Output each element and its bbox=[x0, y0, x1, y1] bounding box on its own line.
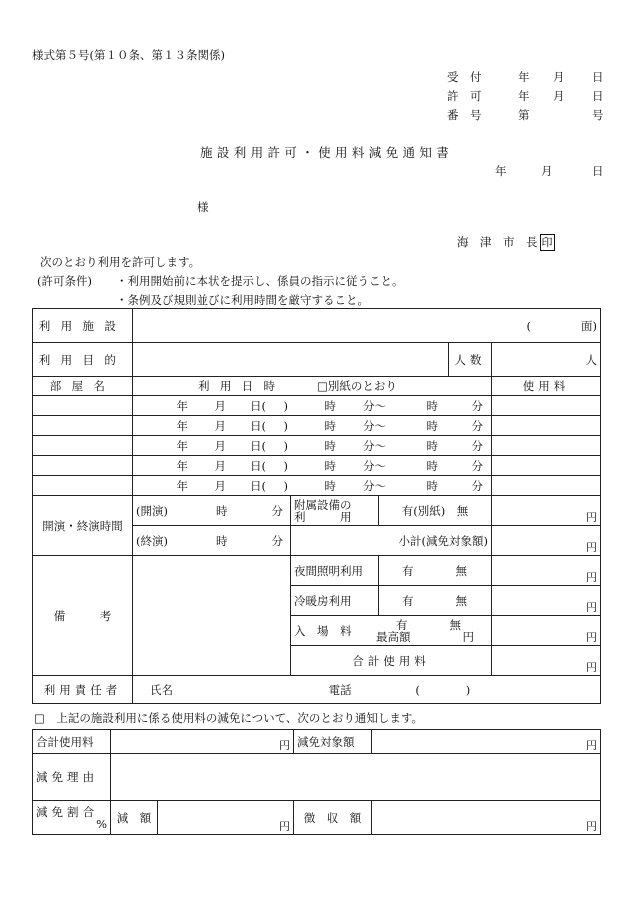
end-minute: 分 bbox=[271, 533, 283, 548]
admission-yes: 有 bbox=[396, 617, 408, 632]
datetime-header bbox=[133, 377, 492, 396]
tr-paren: ) bbox=[283, 458, 288, 473]
receipt-year: 年 bbox=[518, 70, 530, 84]
tr-minute2: 分 bbox=[471, 458, 483, 473]
tr-minute: 分～ bbox=[363, 478, 386, 493]
start-label: (開演) bbox=[136, 503, 168, 518]
tr-year: 年 bbox=[176, 418, 188, 433]
aircon-yes: 有 bbox=[402, 593, 414, 608]
room-field[interactable] bbox=[33, 476, 133, 496]
document-title: 施設利用許可・使用料減免通知書 bbox=[200, 145, 454, 160]
tr-minute2: 分 bbox=[471, 418, 483, 433]
permit-day: 日 bbox=[592, 89, 604, 103]
datetime-label: 利用日時 bbox=[198, 379, 286, 393]
facility-label: 利用施設 bbox=[33, 309, 133, 343]
tr-minute2: 分 bbox=[471, 438, 483, 453]
receipt-label: 受 付 bbox=[447, 70, 482, 84]
start-time-field[interactable] bbox=[133, 496, 291, 526]
night-yes: 有 bbox=[402, 563, 414, 578]
phone-label: 電話 bbox=[328, 682, 352, 697]
equipment-label bbox=[291, 496, 379, 526]
fee-field[interactable] bbox=[492, 476, 601, 496]
fee-field[interactable] bbox=[492, 436, 601, 456]
number-suffix: 号 bbox=[592, 108, 604, 122]
tr-hour: 時 bbox=[324, 418, 336, 433]
subtotal-fee[interactable]: 円 bbox=[492, 526, 601, 556]
tr-hour2: 時 bbox=[426, 398, 438, 413]
end-hour: 時 bbox=[215, 533, 228, 548]
receipt-day: 日 bbox=[592, 70, 604, 84]
tr-minute2: 分 bbox=[471, 478, 483, 493]
responsible-label: 利用責任者 bbox=[33, 676, 133, 704]
night-lighting-options[interactable] bbox=[379, 556, 492, 586]
issuer bbox=[457, 234, 555, 251]
percent-sign: % bbox=[96, 816, 107, 831]
permit-label: 許 可 bbox=[447, 89, 482, 103]
issuer-name: 海 津 市 長 bbox=[457, 235, 538, 249]
receipt-month: 月 bbox=[553, 70, 565, 84]
tr-month: 月 bbox=[214, 478, 226, 493]
remarks-field[interactable] bbox=[133, 556, 291, 676]
total-fee-label: 合計使用料 bbox=[291, 646, 492, 676]
number-prefix: 第 bbox=[518, 108, 530, 122]
red-reason-field[interactable] bbox=[111, 754, 601, 801]
red-total-field[interactable]: 円 bbox=[111, 730, 294, 754]
red-reason-label: 減免理由 bbox=[33, 754, 111, 801]
tr-hour2: 時 bbox=[426, 458, 438, 473]
tr-paren: ) bbox=[283, 418, 288, 433]
red-total-label: 合計使用料 bbox=[33, 730, 111, 754]
equipment-label-1: 附属設備の bbox=[294, 497, 352, 512]
equipment-fee[interactable]: 円 bbox=[492, 496, 601, 526]
tr-day: 日( bbox=[250, 398, 266, 413]
aircon-options[interactable] bbox=[379, 586, 492, 616]
people-unit: 人 bbox=[585, 352, 597, 367]
time-row[interactable] bbox=[133, 416, 492, 436]
condition-2: ・条例及び規則並びに利用時間を厳守すること。 bbox=[116, 293, 369, 307]
permit-year: 年 bbox=[518, 89, 530, 103]
tr-hour: 時 bbox=[324, 458, 336, 473]
equipment-label-2: 利 用 bbox=[294, 509, 352, 524]
time-row[interactable] bbox=[133, 476, 492, 496]
fee-field[interactable] bbox=[492, 396, 601, 416]
room-field[interactable] bbox=[33, 396, 133, 416]
night-lighting-label: 夜間照明利用 bbox=[291, 556, 379, 586]
start-minute: 分 bbox=[271, 503, 283, 518]
night-lighting-fee[interactable]: 円 bbox=[492, 556, 601, 586]
subtotal-label: 小計(減免対象額) bbox=[291, 526, 492, 556]
date-month: 月 bbox=[541, 164, 553, 178]
admission-max-label: 最高額 bbox=[376, 629, 411, 644]
tr-year: 年 bbox=[176, 398, 188, 413]
remarks-label: 備 考 bbox=[33, 556, 133, 676]
red-ratio-label-1: 減免割合 bbox=[36, 804, 99, 819]
tr-day: 日( bbox=[250, 438, 266, 453]
room-field[interactable] bbox=[33, 436, 133, 456]
tr-hour2: 時 bbox=[426, 478, 438, 493]
admission-max-yen: 円 bbox=[462, 629, 474, 644]
end-label: (終演) bbox=[136, 533, 168, 548]
facility-field[interactable] bbox=[133, 309, 601, 343]
tr-paren: ) bbox=[283, 478, 288, 493]
attached-note[interactable]: □別紙のとおり bbox=[317, 379, 397, 393]
number-label: 番 号 bbox=[447, 108, 482, 122]
tr-month: 月 bbox=[214, 418, 226, 433]
performance-label: 開演・終演時間 bbox=[33, 496, 133, 556]
reduction-table bbox=[32, 729, 601, 835]
aircon-fee[interactable]: 円 bbox=[492, 586, 601, 616]
fee-field[interactable] bbox=[492, 456, 601, 476]
admission-fee[interactable]: 円 bbox=[492, 616, 601, 646]
tr-minute: 分～ bbox=[363, 438, 386, 453]
tr-month: 月 bbox=[214, 438, 226, 453]
people-label-text: 人数 bbox=[454, 352, 486, 367]
tr-paren: ) bbox=[283, 438, 288, 453]
tr-day: 日( bbox=[250, 458, 266, 473]
room-label: 部屋名 bbox=[33, 377, 133, 396]
people-field[interactable] bbox=[492, 343, 601, 377]
phone-paren: ( ) bbox=[415, 682, 471, 697]
room-field[interactable] bbox=[33, 456, 133, 476]
tr-month: 月 bbox=[214, 458, 226, 473]
time-row[interactable] bbox=[133, 396, 492, 416]
condition-1: ・利用開始前に本状を提示し、係員の指示に従うこと。 bbox=[116, 274, 404, 288]
tr-hour: 時 bbox=[324, 438, 336, 453]
tr-hour2: 時 bbox=[426, 418, 438, 433]
addressee-suffix: 様 bbox=[197, 200, 209, 214]
admission-no: 無 bbox=[449, 617, 461, 632]
time-row[interactable] bbox=[133, 436, 492, 456]
purpose-field[interactable] bbox=[133, 343, 492, 377]
admission-label: 入 場 料 bbox=[294, 623, 352, 638]
responsible-field[interactable] bbox=[133, 676, 601, 704]
form-number: 様式第５号(第１０条、第１３条関係) bbox=[32, 48, 225, 62]
tr-hour: 時 bbox=[324, 398, 336, 413]
conditions-label: (許可条件) bbox=[37, 274, 92, 288]
aircon-label: 冷暖房利用 bbox=[291, 586, 379, 616]
red-target-label: 減免対象額 bbox=[294, 730, 372, 754]
date-day: 日 bbox=[592, 164, 604, 178]
red-amount-label: 減 額 bbox=[111, 801, 158, 835]
tr-day: 日( bbox=[250, 478, 266, 493]
room-field[interactable] bbox=[33, 416, 133, 436]
fee-label: 使用料 bbox=[492, 377, 601, 396]
fee-field[interactable] bbox=[492, 416, 601, 436]
red-amount-field[interactable]: 円 bbox=[158, 801, 294, 835]
name-label: 氏名 bbox=[150, 682, 173, 697]
tr-year: 年 bbox=[176, 458, 188, 473]
tr-minute: 分～ bbox=[363, 398, 386, 413]
total-fee[interactable]: 円 bbox=[492, 646, 601, 676]
collect-field[interactable]: 円 bbox=[372, 801, 601, 835]
tr-month: 月 bbox=[214, 398, 226, 413]
intro-text: 次のとおり利用を許可します。 bbox=[40, 255, 201, 269]
start-hour: 時 bbox=[215, 503, 228, 518]
facility-paren-open: ( bbox=[526, 318, 531, 333]
date-year: 年 bbox=[495, 164, 507, 178]
time-row[interactable] bbox=[133, 456, 492, 476]
tr-minute2: 分 bbox=[471, 398, 483, 413]
red-ratio-label bbox=[33, 801, 111, 835]
aircon-no: 無 bbox=[455, 593, 467, 608]
tr-minute: 分～ bbox=[363, 418, 386, 433]
tr-year: 年 bbox=[176, 478, 188, 493]
collect-label: 徴 収 額 bbox=[294, 801, 372, 835]
usage-table bbox=[32, 308, 601, 704]
facility-unit: 面) bbox=[581, 318, 597, 333]
tr-minute: 分～ bbox=[363, 458, 386, 473]
admission-cell[interactable] bbox=[291, 616, 492, 646]
tr-day: 日( bbox=[250, 418, 266, 433]
people-label bbox=[448, 343, 491, 376]
seal-mark: 印 bbox=[541, 236, 553, 249]
end-time-field[interactable] bbox=[133, 526, 291, 556]
equipment-options[interactable]: 有(別紙) 無 bbox=[379, 496, 492, 526]
red-target-field[interactable]: 円 bbox=[372, 730, 601, 754]
tr-hour: 時 bbox=[324, 478, 336, 493]
tr-paren: ) bbox=[283, 398, 288, 413]
reduction-notice[interactable]: □ 上記の施設利用に係る使用料の減免について、次のとおり通知します。 bbox=[34, 711, 423, 725]
permit-month: 月 bbox=[553, 89, 565, 103]
tr-hour2: 時 bbox=[426, 438, 438, 453]
tr-year: 年 bbox=[176, 438, 188, 453]
night-no: 無 bbox=[455, 563, 467, 578]
purpose-label: 利用目的 bbox=[33, 343, 133, 377]
